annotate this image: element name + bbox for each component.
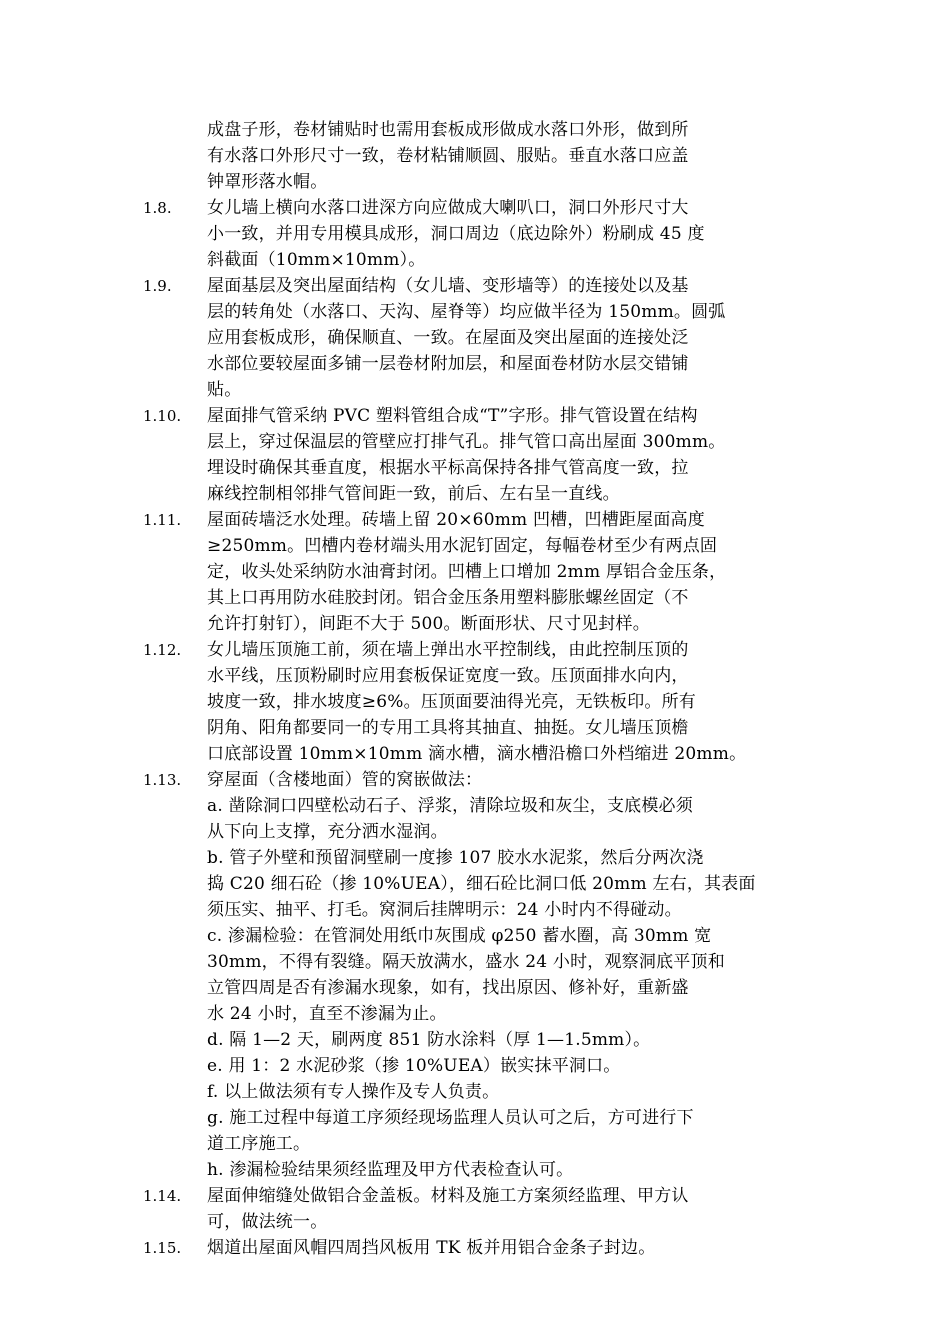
item-line: 麻线控制相邻排气管间距一致，前后、左右呈一直线。 [207,484,620,504]
list-item [0,1183,950,1235]
item-line: g. 施工过程中每道工序须经现场监理人员认可之后，方可进行下 [207,1108,694,1128]
item-text [207,507,823,637]
item-line: 坡度一致，排水坡度≥6%。压顶面要油得光亮，无铁板印。所有 [207,692,697,712]
document-body [0,117,950,1261]
item-line: 立管四周是否有渗漏水现象，如有，找出原因、修补好，重新盛 [207,978,689,998]
item-line: 屋面基层及突出屋面结构（女儿墙、变形墙等）的连接处以及基 [207,276,689,296]
list-item [0,507,950,637]
item-line: b. 管子外壁和预留洞壁刷一度掺 107 胶水水泥浆，然后分两次浇 [207,848,704,868]
numbered-list [0,195,950,1261]
list-item [0,767,950,1183]
item-number: 1.15. [143,1239,182,1257]
item-line: 穿屋面（含楼地面）管的窝嵌做法： [207,770,483,790]
item-number: 1.13. [143,771,182,789]
item-line: 道工序施工。 [207,1134,311,1154]
item-line: e. 用 1：2 水泥砂浆（掺 10%UEA）嵌实抹平洞口。 [207,1056,621,1076]
item-line: 水平线，压顶粉刷时应用套板保证宽度一致。压顶面排水向内， [207,666,689,686]
item-line: 女儿墙上横向水落口进深方向应做成大喇叭口，洞口外形尺寸大 [207,198,689,218]
item-text [207,1235,823,1261]
item-line: 口底部设置 10mm×10mm 滴水槽，滴水槽沿檐口外档缩进 20mm。 [207,744,747,764]
item-line: a. 凿除洞口四壁松动石子、浮浆，清除垃圾和灰尘，支底模必须 [207,796,693,816]
item-line: 定，收头处采纳防水油膏封闭。凹槽上口增加 2mm 厚铝合金压条， [207,562,727,582]
item-line: 贴。 [207,380,242,400]
item-number: 1.10. [143,407,182,425]
item-line: 阴角、阳角都要同一的专用工具将其抽直、抽挺。女儿墙压顶檐 [207,718,689,738]
item-line: 水 24 小时，直至不渗漏为止。 [207,1004,447,1024]
paragraph-line: 钟罩形落水帽。 [207,172,328,192]
item-number: 1.14. [143,1187,182,1205]
item-line: c. 渗漏检验：在管洞处用纸巾灰围成 φ250 蓄水圈，高 30mm 宽 [207,926,712,946]
item-text [207,637,823,767]
item-line: 其上口再用防水硅胶封闭。铝合金压条用塑料膨胀螺丝固定（不 [207,588,689,608]
item-text [207,767,823,1183]
item-line: 埋设时确保其垂直度，根据水平标高保持各排气管高度一致，拉 [207,458,689,478]
item-line: 烟道出屋面风帽四周挡风板用 TK 板并用铝合金条子封边。 [207,1238,656,1258]
item-number: 1.9. [143,277,172,295]
list-item [0,273,950,403]
item-line: 从下向上支撑，充分洒水湿润。 [207,822,448,842]
item-line: 捣 C20 细石砼（掺 10%UEA），细石砼比洞口低 20mm 左右，其表面 [207,874,756,894]
list-item [0,1235,950,1261]
item-text [207,273,823,403]
item-line: 屋面排气管采纳 PVC 塑料管组合成“T”字形。排气管设置在结构 [207,406,698,426]
list-item [0,403,950,507]
item-line: 斜截面（10mm×10mm）。 [207,250,426,270]
item-line: 须压实、抽平、打毛。窝洞后挂牌明示：24 小时内不得碰动。 [207,900,682,920]
continued-paragraph [207,117,823,195]
item-line: 水部位要较屋面多铺一层卷材附加层，和屋面卷材防水层交错铺 [207,354,689,374]
item-text [207,403,823,507]
item-line: 小一致，并用专用模具成形，洞口周边（底边除外）粉刷成 45 度 [207,224,705,244]
item-line: f. 以上做法须有专人操作及专人负责。 [207,1082,500,1102]
item-line: 女儿墙压顶施工前，须在墙上弹出水平控制线，由此控制压顶的 [207,640,689,660]
paragraph-line: 有水落口外形尺寸一致，卷材粘铺顺圆、服贴。垂直水落口应盖 [207,146,689,166]
item-number: 1.8. [143,199,172,217]
item-number: 1.11. [143,511,182,529]
item-line: ≥250mm。凹槽内卷材端头用水泥钉固定，每幅卷材至少有两点固 [207,536,718,556]
item-line: 可，做法统一。 [207,1212,328,1232]
item-line: h. 渗漏检验结果须经监理及甲方代表检查认可。 [207,1160,574,1180]
item-text [207,195,823,273]
list-item [0,637,950,767]
item-number: 1.12. [143,641,182,659]
paragraph-line: 成盘子形，卷材铺贴时也需用套板成形做成水落口外形，做到所 [207,120,689,140]
item-line: 应用套板成形，确保顺直、一致。在屋面及突出屋面的连接处泛 [207,328,689,348]
item-line: 允许打射钉），间距不大于 500。断面形状、尺寸见封样。 [207,614,650,634]
item-line: 层的转角处（水落口、天沟、屋脊等）均应做半径为 150mm。圆弧 [207,302,726,322]
item-line: 屋面伸缩缝处做铝合金盖板。材料及施工方案须经监理、甲方认 [207,1186,689,1206]
list-item [0,195,950,273]
item-line: 屋面砖墙泛水处理。砖墙上留 20×60mm 凹槽，凹槽距屋面高度 [207,510,705,530]
item-line: d. 隔 1—2 天，刷两度 851 防水涂料（厚 1—1.5mm）。 [207,1030,651,1050]
item-text [207,1183,823,1235]
item-line: 层上，穿过保温层的管壁应打排气孔。排气管口高出屋面 300mm。 [207,432,726,452]
item-line: 30mm，不得有裂缝。隔天放满水，盛水 24 小时，观察洞底平顶和 [207,952,725,972]
